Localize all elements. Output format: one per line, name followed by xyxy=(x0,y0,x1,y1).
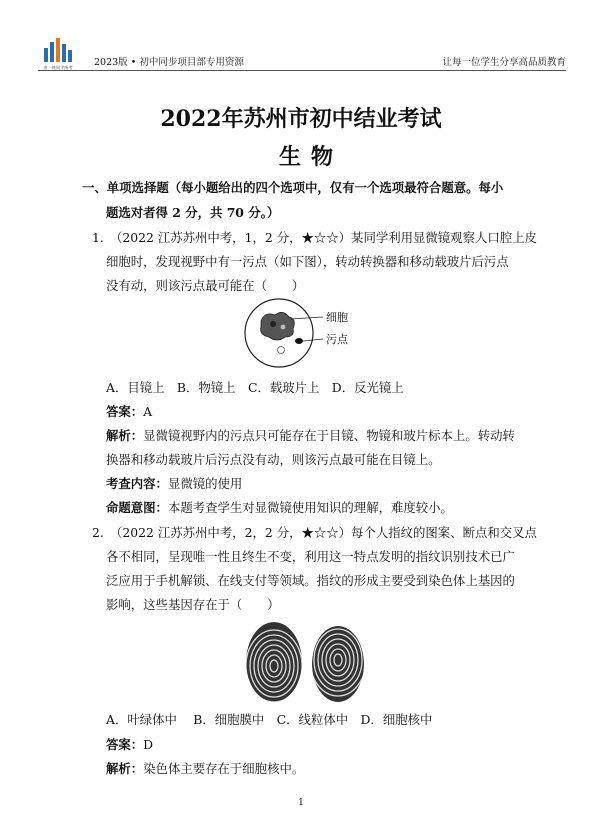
right-fingerprint-icon xyxy=(310,624,366,702)
q2-analysis-text: 染色体主要存在于细胞核中。 xyxy=(143,761,305,776)
q2-analysis-label: 解析： xyxy=(106,761,144,776)
left-fingerprint-icon xyxy=(246,622,302,702)
q1-content xyxy=(106,476,242,492)
q2-options: A．叶绿体中 B．细胞膜中 C．线粒体中 D．细胞核中 xyxy=(106,712,433,727)
label-spot: 污点 xyxy=(326,334,348,346)
q1-answer-label: 答案： xyxy=(106,404,144,419)
q1-analysis-label: 解析： xyxy=(106,428,144,443)
q2-stem-line3: 泛应用于手机解锁、在线支付等领域。指纹的形成主要受到染色体上基因的 xyxy=(106,573,515,588)
q1-stem-line1: 1. （2022 江苏苏州中考，1，2 分，★☆☆）某同学利用显微镜观察人口腔上皮 xyxy=(92,230,537,245)
microscope-field-figure xyxy=(243,297,365,369)
fingerprint-figure xyxy=(240,620,370,706)
q2-stem-line1: 2. （2022 江苏苏州中考，2，2 分，★☆☆）每个人指纹的图案、断点和交叉点 xyxy=(92,525,537,540)
page-number: 1 xyxy=(298,798,304,808)
header-divider xyxy=(38,70,566,71)
exam-subject: 生物 xyxy=(278,144,343,170)
q2-analysis xyxy=(106,761,304,777)
q1-analysis-line2: 换器和移动载玻片后污点没有动，则该污点最可能在目镜上。 xyxy=(106,452,441,467)
q1-intent-text: 本题考查学生对显微镜使用知识的理解，难度较小。 xyxy=(167,500,453,515)
q2-answer-label: 答案： xyxy=(106,737,144,752)
section-heading-line2: 题选对者得 2 分，共 70 分。） xyxy=(106,205,280,220)
q1-stem-line3: 没有动，则该污点最可能在（ ） xyxy=(106,278,305,293)
q2-stem-line4: 影响，这些基因存在于（ ） xyxy=(106,597,280,612)
q2-answer-value: D xyxy=(143,737,154,752)
label-cell: 细胞 xyxy=(326,312,348,324)
q1-analysis-line1 xyxy=(106,428,515,444)
q1-stem-line2: 细胞时，发现视野中有一污点（如下图），转动转换器和移动载玻片后污点 xyxy=(106,254,509,269)
header-series: 2023版 • 初中同步项目部专用资源 xyxy=(94,57,244,68)
page-header xyxy=(38,36,566,70)
q1-options: A．目镜上 B．物镜上 C．载玻片上 D．反光镜上 xyxy=(106,380,404,395)
q2-answer xyxy=(106,737,153,753)
q1-analysis-text1: 显微镜视野内的污点只可能存在于目镜、物镜和玻片标本上。转动转 xyxy=(143,428,515,443)
q1-content-label: 考查内容： xyxy=(106,476,168,491)
q1-intent xyxy=(106,500,453,516)
q1-content-text: 显微镜的使用 xyxy=(167,476,243,491)
header-slogan: 让每一位学生分享高品质教育 xyxy=(442,57,566,68)
section-heading-line1: 一、单项选择题（每小题给出的四个选项中，仅有一个选项最符合题意。每小 xyxy=(82,180,504,195)
q1-answer-value: A xyxy=(143,404,153,419)
publisher-logo xyxy=(38,36,78,70)
logo-text: 由一统同学统考 xyxy=(43,65,73,70)
exam-title: 2022年苏州市初中结业考试 xyxy=(160,106,442,132)
q2-stem-line2: 各不相同，呈现唯一性且终生不变，利用这一特点发明的指纹识别技术已广 xyxy=(106,549,515,564)
q1-answer xyxy=(106,404,152,420)
q1-intent-label: 命题意图： xyxy=(106,500,168,515)
dirt-spot-icon xyxy=(295,338,303,344)
